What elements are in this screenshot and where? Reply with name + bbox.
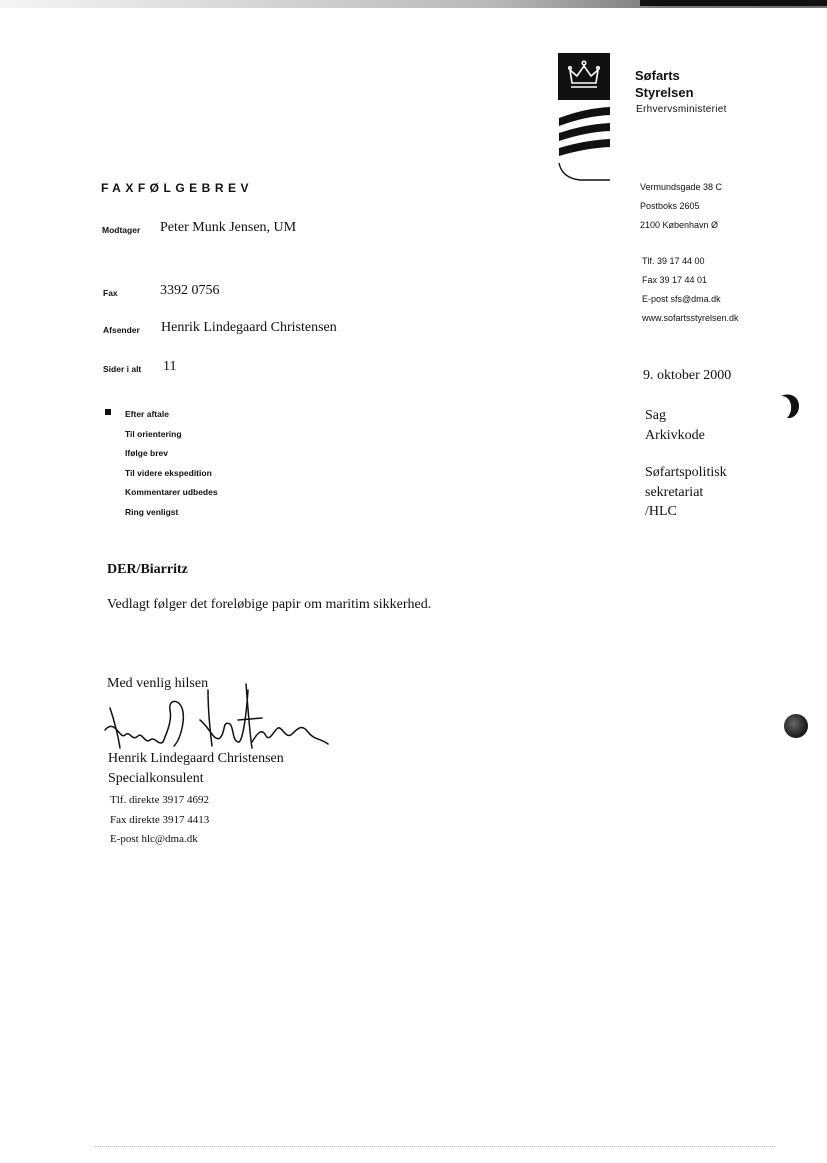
org-name-line1: Søfarts: [635, 68, 680, 83]
option-item: Til videre ekspedition: [125, 467, 212, 478]
letter-date: 9. oktober 2000: [643, 368, 732, 383]
scan-top-edge-dark: [640, 0, 827, 6]
handwritten-signature: [100, 680, 340, 755]
crown-icon: [558, 53, 610, 100]
option-item: Til orientering: [125, 428, 182, 439]
signatory-email: E-post hlc@dma.dk: [110, 833, 198, 845]
delivery-options: [125, 405, 218, 522]
signatory-fax: Fax direkte 3917 4413: [110, 813, 210, 826]
pages-label: Sider i alt: [103, 364, 142, 374]
scan-footer-noise: [95, 1146, 775, 1155]
signatory-name: Henrik Lindegaard Christensen: [108, 751, 284, 766]
document-title: FAXFØLGEBREV: [101, 181, 254, 195]
selected-option-bullet: [105, 409, 111, 415]
department-line: Søfartspolitisk: [645, 465, 727, 480]
subject-line: DER/Biarritz: [107, 562, 188, 577]
fax-label: Fax: [103, 288, 118, 298]
fax-value: 3392 0756: [160, 283, 220, 298]
signatory-contact: [110, 791, 209, 850]
contact-email: E-post sfs@dma.dk: [642, 294, 721, 304]
signatory-phone: Tlf. direkte 3917 4692: [110, 794, 209, 806]
signatory-title: Specialkonsulent: [108, 771, 204, 786]
case-label: Sag: [645, 408, 666, 423]
punch-hole-mark: [784, 714, 808, 738]
org-contact: [642, 252, 739, 328]
body-text: Vedlagt følger det foreløbige papir om maritim sikkerhed.: [107, 597, 432, 612]
contact-website: www.sofartsstyrelsen.dk: [642, 313, 739, 323]
department-line: /HLC: [645, 504, 677, 519]
ministry-name: Erhvervsministeriet: [636, 104, 727, 115]
contact-phone: Tlf. 39 17 44 00: [642, 256, 705, 266]
org-name: [635, 67, 694, 101]
department-line: sekretariat: [645, 484, 704, 500]
org-address: [640, 178, 722, 235]
contact-fax: Fax 39 17 44 01: [642, 275, 708, 285]
archive-code-label: Arkivkode: [645, 427, 705, 443]
greeting: Med venlig hilsen: [107, 676, 209, 691]
option-item: Ring venligst: [125, 506, 179, 517]
department: [645, 463, 727, 522]
address-line: Postboks 2605: [640, 201, 700, 211]
recipient-value: Peter Munk Jensen, UM: [160, 220, 297, 235]
option-item: Kommentarer udbedes: [125, 487, 218, 497]
option-item: Ifølge brev: [125, 448, 168, 458]
address-line: 2100 København Ø: [640, 220, 719, 230]
wave-stripes-logo: [556, 104, 616, 186]
recipient-label: Modtager: [102, 225, 141, 235]
sender-label: Afsender: [103, 325, 140, 335]
org-name-line2: Styrelsen: [635, 85, 694, 100]
case-meta: [645, 406, 705, 445]
option-item: Efter aftale: [125, 409, 169, 419]
sender-value: Henrik Lindegaard Christensen: [161, 320, 337, 335]
address-line: Vermundsgade 38 C: [640, 182, 723, 192]
crown-logo: [558, 53, 610, 100]
pages-value: 11: [163, 359, 177, 374]
punch-hole-mark: [775, 390, 801, 420]
